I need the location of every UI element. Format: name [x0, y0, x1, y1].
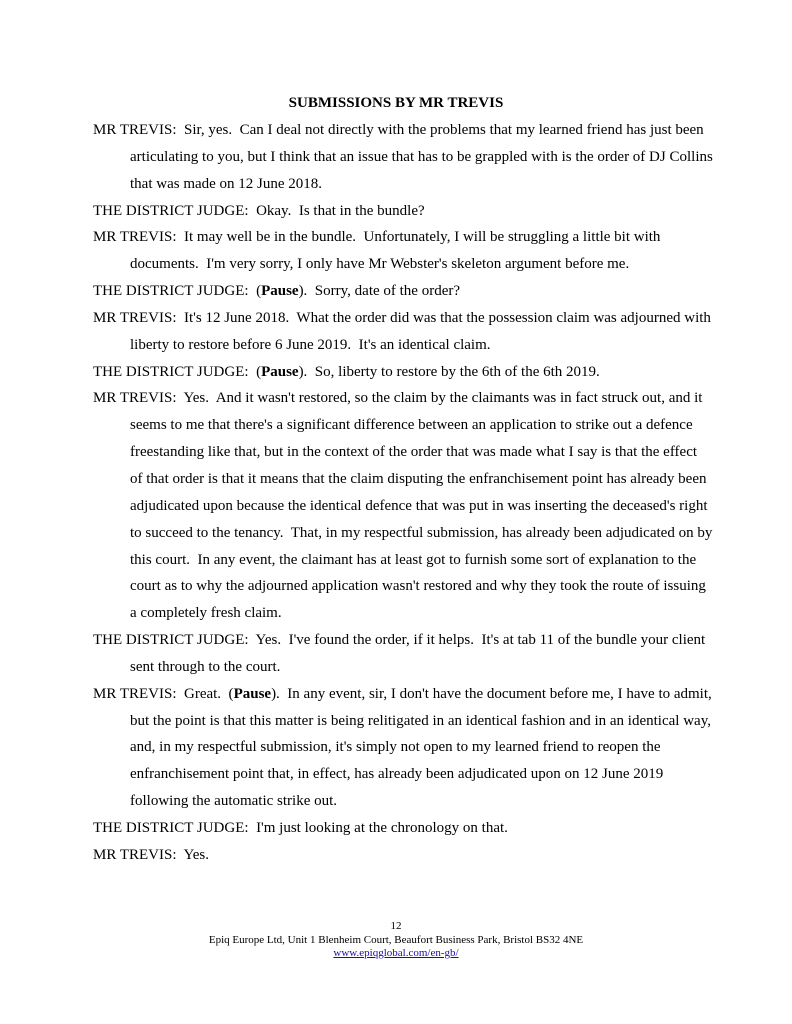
speaker-label: THE DISTRICT JUDGE: [93, 202, 249, 219]
stage-direction: Pause [261, 363, 299, 380]
stage-direction: Pause [261, 283, 299, 300]
transcript-turn [93, 681, 716, 815]
speech-text: Yes. [176, 846, 210, 863]
speaker-label: MR TREVIS: [93, 229, 177, 246]
speech-text: ( [248, 363, 262, 380]
transcript-turn [93, 385, 717, 627]
speech-text: ). In any event, sir, I don't have the document before me, I have to admit, but the point is that this matter is being relitigated in an identical fashion and in an identical way, and, in my respectful submission, it's simply not open to my learned friend to reopen the enfranchisement point that, in effect, has already been adjudicated upon on 12 June 2019 following the automatic strike out. [130, 685, 716, 810]
speaker-label: MR TREVIS: [93, 122, 177, 138]
speech-text: It's 12 June 2018. What the order did was that the possession claim was adjourned with liberty to restore before 6 June 2019. It's an identical claim. [130, 309, 715, 353]
transcript-turn [93, 117, 717, 198]
speaker-label: THE DISTRICT JUDGE: [93, 283, 249, 300]
speech-text: I'm just looking at the chronology on that. [248, 819, 508, 836]
footer-url [0, 947, 792, 960]
speech-text: ). Sorry, date of the order? [298, 283, 461, 300]
page-number: 12 [390, 920, 402, 932]
stage-direction: Pause [233, 685, 272, 702]
speaker-label: THE DISTRICT JUDGE: [93, 632, 249, 649]
speech-text: It may well be in the bundle. Unfortunately, I will be struggling a little bit with documents. I'm very sorry, I only have Mr Webster's skeleton argument before me. [130, 229, 665, 273]
speaker-label: MR TREVIS: [93, 685, 177, 702]
speaker-label: MR TREVIS: [93, 390, 177, 407]
speech-text: Sir, yes. Can I deal not directly with the problems that my learned friend has just been articulating to you, but I think that an issue that has to be grappled with is the order of DJ Collins that was made on 12 June 2018. [130, 122, 717, 192]
speech-text: Yes. I've found the order, if it helps. It's at tab 11 of the bundle your client sent through to the court. [130, 632, 709, 675]
transcript-turn [93, 224, 713, 278]
speech-text: ( [248, 283, 262, 300]
speaker-label: THE DISTRICT JUDGE: [93, 819, 249, 836]
speech-text: Okay. Is that in the bundle? [248, 202, 425, 219]
transcript-turn [93, 198, 713, 225]
transcript-turn [93, 815, 713, 842]
speaker-label: MR TREVIS: [93, 846, 177, 863]
footer-address: Epiq Europe Ltd, Unit 1 Blenheim Court, Beaufort Business Park, Bristol BS32 4NE [208, 934, 584, 946]
section-heading: SUBMISSIONS BY MR TREVIS [288, 95, 504, 111]
speaker-label: MR TREVIS: [93, 309, 177, 326]
speech-text: Yes. And it wasn't restored, so the claim by the claimants was in fact struck out, and it seems to me that there's a significant difference between an application to strike out a defence freestanding like that, but in the context of the order that was made what I say is that the effect of that order is that it means that the claim disputing the enfranchisement point has already been adjudicated upon because the identical defence that was put in was inserting the deceased's right to succeed to the tenancy. That, in my respectful submission, has already been adjudicated on by this court. In any event, the claimant has at least got to furnish some sort of explanation to the court as to why the adjourned application wasn't restored and why they took the route of issuing a completely fresh claim. [130, 390, 717, 622]
speaker-label: THE DISTRICT JUDGE: [93, 363, 249, 380]
speech-text: Great. ( [176, 685, 234, 702]
speech-text: ). So, liberty to restore by the 6th of the 6th 2019. [298, 363, 600, 380]
transcript-turn [93, 305, 713, 359]
transcript-turn [93, 842, 713, 869]
footer-link[interactable]: www.epiqglobal.com/en-gb/ [333, 947, 459, 959]
transcript-turn [93, 278, 713, 305]
transcript-turn [93, 359, 713, 386]
transcript-body [93, 117, 717, 869]
transcript-turn [93, 627, 713, 681]
